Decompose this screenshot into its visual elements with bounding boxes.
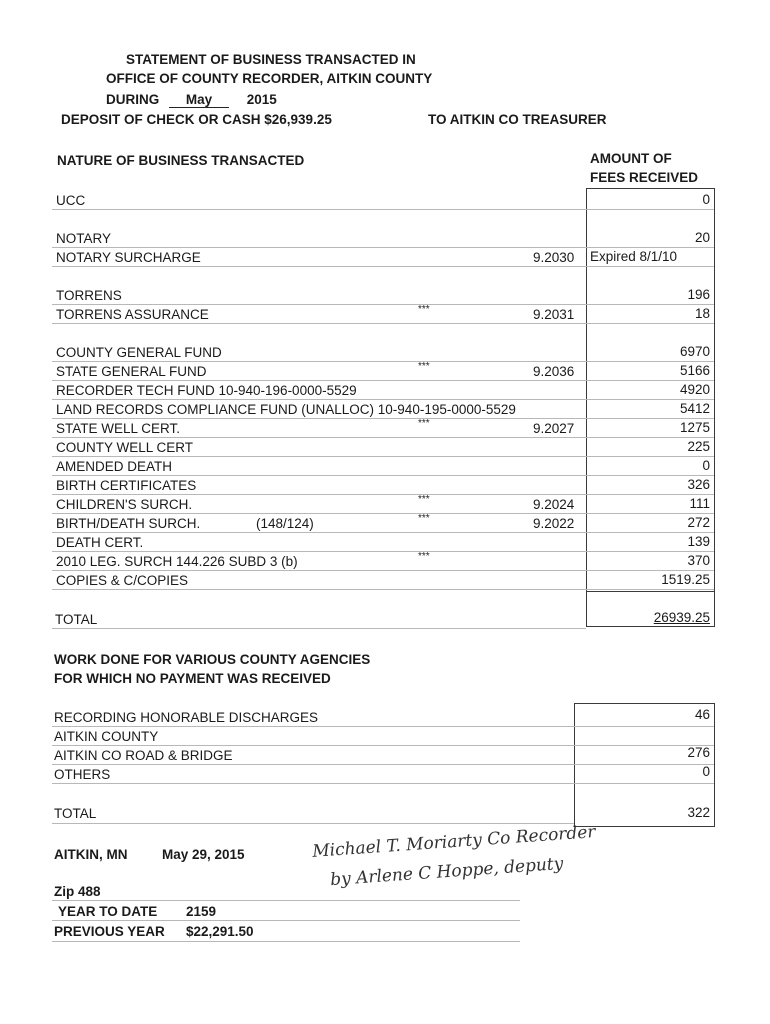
- footer-place: AITKIN, MN: [54, 847, 128, 862]
- row-label: STATE GENERAL FUND: [56, 364, 207, 379]
- agency-row-label: RECORDING HONORABLE DISCHARGES: [54, 710, 319, 725]
- row-marker: ***: [418, 513, 430, 524]
- row-marker: ***: [418, 304, 430, 315]
- row-code: 9.2030: [533, 250, 575, 265]
- row-amount: 4920: [679, 382, 710, 397]
- row-amount: Expired 8/1/10: [590, 249, 678, 264]
- during-month: May: [169, 92, 229, 108]
- row-amount: 5412: [679, 401, 710, 416]
- row-label: NOTARY SURCHARGE: [56, 250, 201, 265]
- deposit-line: DEPOSIT OF CHECK OR CASH $26,939.25: [61, 112, 332, 127]
- row-rule: [52, 494, 714, 495]
- row-label: COUNTY WELL CERT: [56, 440, 194, 455]
- amount-heading-1: AMOUNT OF: [590, 151, 672, 166]
- row-label: STATE WELL CERT.: [56, 421, 181, 436]
- row-rule: [52, 437, 714, 438]
- row-label: CHILDREN'S SURCH.: [56, 497, 193, 512]
- section2-total-amount: 322: [687, 805, 710, 820]
- row-label: RECORDER TECH FUND 10-940-196-0000-5529: [56, 383, 357, 398]
- row-label: TORRENS ASSURANCE: [56, 307, 209, 322]
- row-amount: 326: [687, 477, 710, 492]
- agency-row-amount: 0: [702, 764, 710, 779]
- row-amount: 1519.25: [661, 572, 710, 587]
- nature-heading: NATURE OF BUSINESS TRANSACTED: [57, 153, 305, 168]
- row-label: COUNTY GENERAL FUND: [56, 345, 222, 360]
- ytd-value: 2159: [186, 904, 217, 919]
- row-label: LAND RECORDS COMPLIANCE FUND (UNALLOC) 10-940-195-0000-5529: [56, 402, 516, 417]
- row-rule: [52, 304, 714, 305]
- zip-line: [52, 900, 520, 901]
- row-label: 2010 LEG. SURCH 144.226 SUBD 3 (b): [56, 554, 298, 569]
- amount-heading-2: FEES RECEIVED: [590, 170, 699, 185]
- row-rule: [52, 247, 714, 248]
- row-label: UCC: [56, 193, 86, 208]
- title-line-2: OFFICE OF COUNTY RECORDER, AITKIN COUNTY: [106, 71, 433, 86]
- row-amount: 1275: [679, 420, 710, 435]
- row-marker: ***: [418, 551, 430, 562]
- row-code: 9.2027: [533, 421, 575, 436]
- row-rule: [52, 361, 714, 362]
- section1-total-amount: 26939.25: [653, 610, 710, 625]
- to-treasurer: TO AITKIN CO TREASURER: [428, 112, 607, 127]
- ytd-label: YEAR TO DATE: [58, 904, 158, 919]
- prev-year-value: $22,291.50: [186, 924, 254, 939]
- row-rule: [52, 380, 714, 381]
- row-rule: [52, 456, 714, 457]
- row-rule: [52, 266, 714, 267]
- during-line: [106, 92, 277, 108]
- row-amount: 6970: [679, 344, 710, 359]
- row-amount: 370: [687, 553, 710, 568]
- row-label: AMENDED DEATH: [56, 459, 173, 474]
- agency-row-amount: 46: [694, 707, 710, 722]
- agency-row-label: AITKIN CO ROAD & BRIDGE: [54, 748, 233, 763]
- row-rule: [52, 570, 714, 571]
- row-rule: [52, 532, 714, 533]
- row-amount: 20: [694, 230, 710, 245]
- row-code: 9.2036: [533, 364, 575, 379]
- section2-heading-1: WORK DONE FOR VARIOUS COUNTY AGENCIES: [54, 652, 371, 667]
- fees-total-divider: [586, 591, 714, 592]
- row-code: 9.2024: [533, 497, 575, 512]
- agency-row-rule: [52, 783, 714, 784]
- row-code: 9.2022: [533, 516, 575, 531]
- row-label: TORRENS: [56, 288, 122, 303]
- title-line-1: STATEMENT OF BUSINESS TRANSACTED IN: [126, 52, 416, 67]
- footer-date: May 29, 2015: [162, 847, 245, 862]
- agency-row-amount: 276: [687, 745, 710, 760]
- row-amount: 0: [702, 458, 710, 473]
- row-amount: 225: [687, 439, 710, 454]
- during-year: 2015: [246, 92, 277, 107]
- row-amount: 139: [687, 534, 710, 549]
- row-rule: [52, 323, 714, 324]
- row-marker: ***: [418, 361, 430, 372]
- section2-heading-2: FOR WHICH NO PAYMENT WAS RECEIVED: [54, 671, 331, 686]
- row-label: NOTARY: [56, 231, 112, 246]
- row-rule: [52, 551, 714, 552]
- section2-total-line: [52, 823, 574, 824]
- section2-total-label: TOTAL: [54, 806, 97, 821]
- prev-year-line: [52, 941, 520, 942]
- row-amount: 272: [687, 515, 710, 530]
- prev-year-label: PREVIOUS YEAR: [54, 924, 165, 939]
- agency-row-rule: [52, 726, 714, 727]
- row-rule: [52, 418, 714, 419]
- row-amount: 196: [687, 287, 710, 302]
- row-rule: [52, 513, 714, 514]
- signature-recorder: Michael T. Moriarty Co Recorder: [311, 822, 597, 862]
- agency-row-label: OTHERS: [54, 767, 111, 782]
- row-amount: 0: [702, 192, 710, 207]
- row-rule: [52, 209, 714, 210]
- row-amount: 5166: [679, 363, 710, 378]
- row-label: DEATH CERT.: [56, 535, 144, 550]
- row-rule: [52, 589, 714, 590]
- row-marker: ***: [418, 494, 430, 505]
- row-rule: [52, 399, 714, 400]
- row-code: 9.2031: [533, 307, 575, 322]
- during-label: DURING: [106, 92, 160, 107]
- row-label: COPIES & C/COPIES: [56, 573, 189, 588]
- row-label: BIRTH CERTIFICATES: [56, 478, 197, 493]
- footer-zip: Zip 488: [54, 884, 101, 899]
- section1-total-label: TOTAL: [55, 612, 98, 627]
- row-marker: ***: [418, 418, 430, 429]
- section1-total-line: [52, 628, 586, 629]
- row-amount: 18: [694, 306, 710, 321]
- row-rule: [52, 475, 714, 476]
- agency-row-label: AITKIN COUNTY: [54, 729, 159, 744]
- row-label: BIRTH/DEATH SURCH.: [56, 516, 201, 531]
- row-amount: 111: [689, 496, 710, 511]
- row-note: (148/124): [256, 516, 314, 531]
- ytd-line: [52, 920, 520, 921]
- signature-deputy: by Arlene C Hoppe, deputy: [329, 853, 564, 891]
